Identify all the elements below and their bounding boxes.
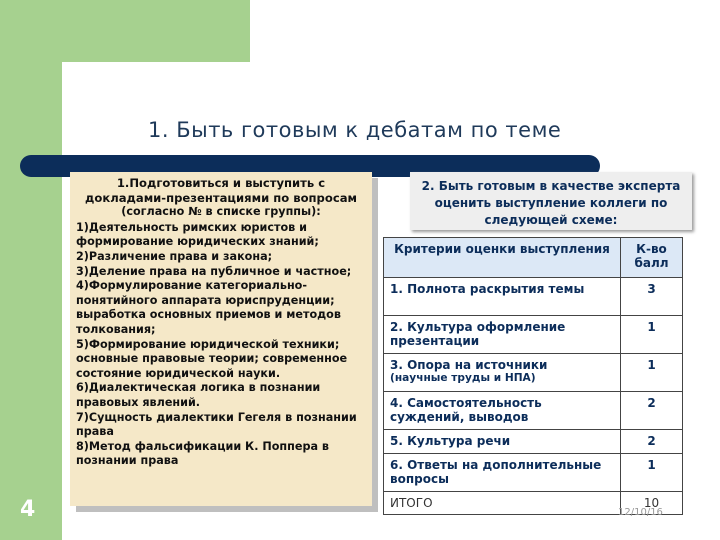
topic-item: 8)Метод фальсификации К. Поппера в познании права (76, 439, 329, 468)
topics-subheading: (согласно № в списке группы): (121, 205, 321, 219)
criteria-note: (научные труды и НПА) (390, 372, 536, 384)
topic-item: 1)Деятельность римских юристов и формирование юридических знаний; (76, 220, 319, 249)
table-header-row (384, 238, 683, 278)
green-top-band (0, 0, 250, 62)
green-sidebar-band (0, 0, 62, 540)
score-cell: 2 (621, 430, 683, 454)
table-row (384, 454, 683, 492)
table-row (384, 430, 683, 454)
topic-item: 2)Различение права и закона; (76, 249, 273, 263)
table-row (384, 316, 683, 354)
score-cell: 1 (621, 316, 683, 354)
topic-item: 3)Деление права на публичное и частное; (76, 264, 352, 278)
topic-item: 6)Диалектическая логика в познании правовых явлений. (76, 381, 321, 409)
criteria-cell: 1. Полнота раскрытия темы (384, 278, 621, 316)
table-row (384, 354, 683, 392)
total-score: 10 (621, 492, 683, 515)
score-cell: 3 (621, 278, 683, 316)
score-cell: 1 (621, 354, 683, 392)
criteria-text: 3. Опора на источники (390, 358, 548, 372)
slide-date: 12/10/16 (618, 507, 663, 518)
criteria-cell: 2. Культура оформление презентации (384, 316, 621, 354)
topic-item: 4)Формулирование категориально-понятийного аппарата юриспруденции; выработка основных приемов и методов толкования; (76, 279, 341, 336)
criteria-cell: 5. Культура речи (384, 430, 621, 454)
criteria-table (383, 237, 683, 515)
criteria-cell: 4. Самостоятельность суждений, выводов (384, 392, 621, 430)
topic-item: 5)Формирование юридической техники; основные правовые теории; современное состояние юридической науки. (76, 337, 348, 380)
topics-box (70, 172, 372, 506)
criteria-cell: 6. Ответы на дополнительные вопросы (384, 454, 621, 492)
score-cell: 1 (621, 454, 683, 492)
table-row (384, 278, 683, 316)
topics-heading: 1.Подготовиться и выступить с докладами-презентациями по вопросам (85, 176, 357, 205)
topic-item: 7)Сущность диалектики Гегеля в познании права (76, 410, 357, 439)
criteria-cell (384, 354, 621, 392)
score-column-header: К-во балл (621, 238, 683, 278)
expert-heading: 2. Быть готовым в качестве эксперта оценить выступление коллеги по следующей схеме: (410, 172, 692, 230)
slide-number: 4 (20, 497, 36, 522)
total-label: ИТОГО (384, 492, 621, 515)
score-cell: 2 (621, 392, 683, 430)
table-row (384, 392, 683, 430)
criteria-column-header: Критерии оценки выступления (384, 238, 621, 278)
page-title: 1. Быть готовым к дебатам по теме (148, 118, 562, 142)
